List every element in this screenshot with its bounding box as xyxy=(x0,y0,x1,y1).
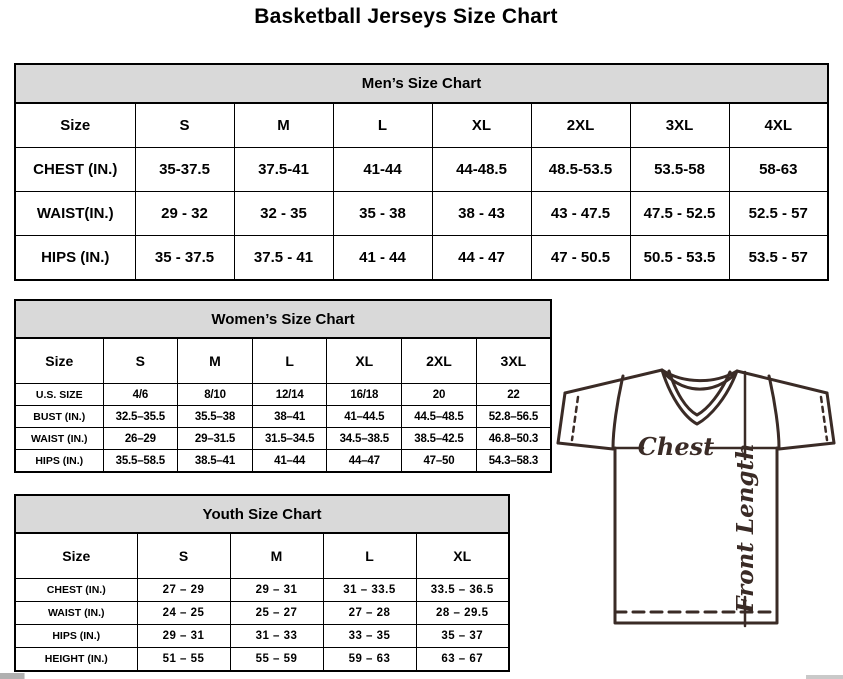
size-cell: 53.5 - 57 xyxy=(729,236,828,281)
size-cell: 26–29 xyxy=(103,428,178,450)
size-cell: 16/18 xyxy=(327,384,402,406)
size-cell: 58-63 xyxy=(729,148,828,192)
youth-size-table xyxy=(14,494,510,672)
size-cell: 24 – 25 xyxy=(137,602,230,625)
size-cell: 35 - 37.5 xyxy=(135,236,234,281)
size-cell: 27 – 29 xyxy=(137,579,230,602)
row-label: CHEST (IN.) xyxy=(15,579,137,602)
size-cell: 50.5 - 53.5 xyxy=(630,236,729,281)
size-cell: 38 - 43 xyxy=(432,192,531,236)
size-cell: 35-37.5 xyxy=(135,148,234,192)
row-label: WAIST (IN.) xyxy=(15,602,137,625)
row-label: HIPS (IN.) xyxy=(15,625,137,648)
column-header: S xyxy=(135,103,234,148)
table-title: Men’s Size Chart xyxy=(15,64,828,103)
row-label: WAIST(IN.) xyxy=(15,192,135,236)
size-cell: 22 xyxy=(476,384,551,406)
horizontal-scrollbar-fragment[interactable] xyxy=(806,675,843,679)
column-header: M xyxy=(178,338,253,384)
column-header: S xyxy=(137,533,230,579)
size-cell: 44.5–48.5 xyxy=(402,406,477,428)
column-header: L xyxy=(252,338,327,384)
column-header: 3XL xyxy=(476,338,551,384)
size-cell: 35 – 37 xyxy=(416,625,509,648)
front-length-measure-label: Front Length xyxy=(732,443,759,613)
size-cell: 29 – 31 xyxy=(230,579,323,602)
size-cell: 35.5–38 xyxy=(178,406,253,428)
size-cell: 8/10 xyxy=(178,384,253,406)
size-cell: 51 – 55 xyxy=(137,648,230,672)
size-cell: 32.5–35.5 xyxy=(103,406,178,428)
size-cell: 34.5–38.5 xyxy=(327,428,402,450)
size-cell: 47 - 50.5 xyxy=(531,236,630,281)
size-cell: 41 - 44 xyxy=(333,236,432,281)
column-header: 2XL xyxy=(531,103,630,148)
size-cell: 55 – 59 xyxy=(230,648,323,672)
row-label: HIPS (IN.) xyxy=(15,236,135,281)
row-label: HIPS (IN.) xyxy=(15,450,103,473)
size-cell: 12/14 xyxy=(252,384,327,406)
column-header: M xyxy=(234,103,333,148)
table-title: Youth Size Chart xyxy=(15,495,509,533)
column-header: Size xyxy=(15,103,135,148)
size-cell: 35 - 38 xyxy=(333,192,432,236)
size-cell: 38–41 xyxy=(252,406,327,428)
table-title: Women’s Size Chart xyxy=(15,300,551,338)
size-cell: 4/6 xyxy=(103,384,178,406)
size-cell: 29 – 31 xyxy=(137,625,230,648)
size-cell: 31 – 33.5 xyxy=(323,579,416,602)
size-cell: 31 – 33 xyxy=(230,625,323,648)
column-header: XL xyxy=(432,103,531,148)
size-cell: 41–44.5 xyxy=(327,406,402,428)
size-cell: 41-44 xyxy=(333,148,432,192)
size-cell: 28 – 29.5 xyxy=(416,602,509,625)
row-label: BUST (IN.) xyxy=(15,406,103,428)
size-cell: 41–44 xyxy=(252,450,327,473)
column-header: L xyxy=(333,103,432,148)
size-cell: 33 – 35 xyxy=(323,625,416,648)
size-cell: 48.5-53.5 xyxy=(531,148,630,192)
column-header: XL xyxy=(416,533,509,579)
row-label: WAIST (IN.) xyxy=(15,428,103,450)
size-cell: 38.5–42.5 xyxy=(402,428,477,450)
size-cell: 47.5 - 52.5 xyxy=(630,192,729,236)
column-header: Size xyxy=(15,533,137,579)
size-cell: 53.5-58 xyxy=(630,148,729,192)
size-cell: 32 - 35 xyxy=(234,192,333,236)
mens-size-table xyxy=(14,63,829,281)
row-label: U.S. SIZE xyxy=(15,384,103,406)
size-cell: 63 – 67 xyxy=(416,648,509,672)
column-header: 4XL xyxy=(729,103,828,148)
size-cell: 31.5–34.5 xyxy=(252,428,327,450)
size-cell: 43 - 47.5 xyxy=(531,192,630,236)
size-cell: 27 – 28 xyxy=(323,602,416,625)
size-cell: 47–50 xyxy=(402,450,477,473)
page-title: Basketball Jerseys Size Chart xyxy=(254,5,558,28)
horizontal-scrollbar-fragment[interactable] xyxy=(0,673,25,679)
size-cell: 46.8–50.3 xyxy=(476,428,551,450)
jersey-measurement-diagram xyxy=(556,360,843,640)
size-cell: 44 - 47 xyxy=(432,236,531,281)
size-cell: 33.5 – 36.5 xyxy=(416,579,509,602)
size-cell: 38.5–41 xyxy=(178,450,253,473)
size-cell: 59 – 63 xyxy=(323,648,416,672)
size-cell: 35.5–58.5 xyxy=(103,450,178,473)
size-cell: 20 xyxy=(402,384,477,406)
size-cell: 52.5 - 57 xyxy=(729,192,828,236)
column-header: S xyxy=(103,338,178,384)
size-cell: 52.8–56.5 xyxy=(476,406,551,428)
column-header: XL xyxy=(327,338,402,384)
size-cell: 29 - 32 xyxy=(135,192,234,236)
column-header: M xyxy=(230,533,323,579)
row-label: CHEST (IN.) xyxy=(15,148,135,192)
column-header: Size xyxy=(15,338,103,384)
size-cell: 37.5 - 41 xyxy=(234,236,333,281)
chest-measure-label: Chest xyxy=(637,432,715,461)
size-cell: 44-48.5 xyxy=(432,148,531,192)
row-label: HEIGHT (IN.) xyxy=(15,648,137,672)
column-header: 3XL xyxy=(630,103,729,148)
womens-size-table xyxy=(14,299,552,473)
size-cell: 25 – 27 xyxy=(230,602,323,625)
jersey-outline-icon xyxy=(556,360,843,640)
size-cell: 44–47 xyxy=(327,450,402,473)
size-cell: 37.5-41 xyxy=(234,148,333,192)
size-cell: 29–31.5 xyxy=(178,428,253,450)
column-header: 2XL xyxy=(402,338,477,384)
size-cell: 54.3–58.3 xyxy=(476,450,551,473)
column-header: L xyxy=(323,533,416,579)
